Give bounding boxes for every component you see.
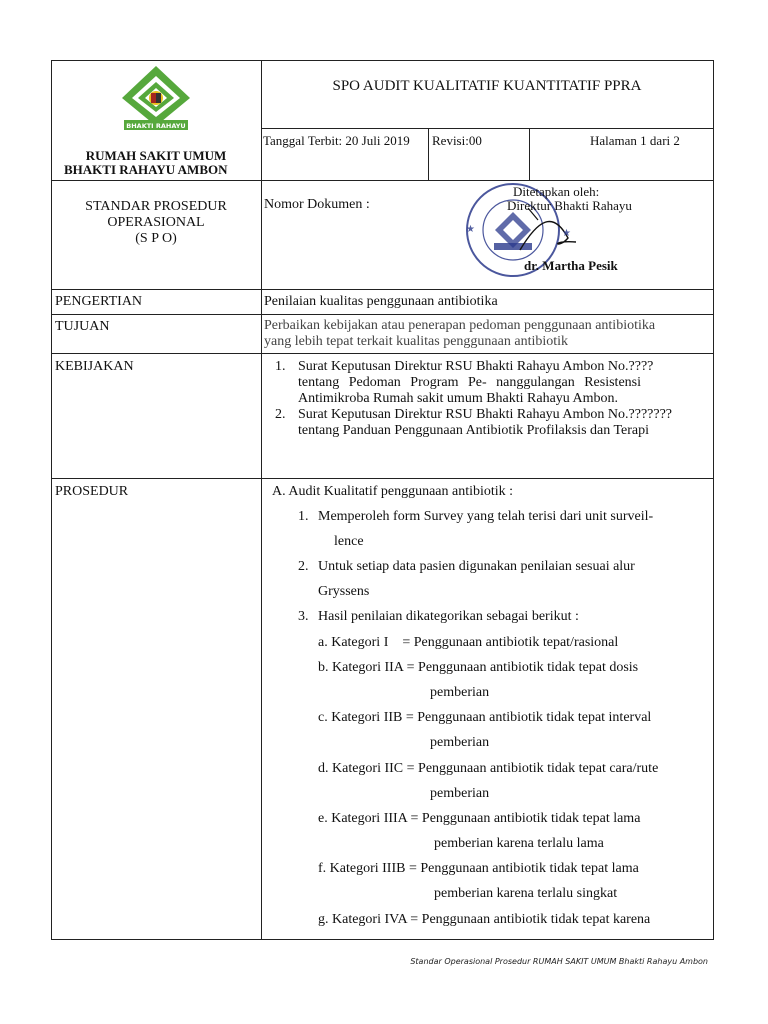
step-number: 1.: [298, 509, 309, 524]
document-title: SPO AUDIT KUALITATIF KUANTITATIF PPRA: [332, 78, 642, 94]
kebijakan-item-line: tentang Pedoman Program Pe- nanggulangan Resistensi: [298, 375, 641, 390]
table-line-pengertian: [51, 314, 714, 315]
hospital-name-line2: BHAKTI RAHAYU AMBON: [64, 162, 228, 177]
pengertian-label: PENGERTIAN: [55, 294, 143, 309]
category-item: g. Kategori IVA = Penggunaan antibiotik tidak tepat karena: [318, 912, 651, 927]
step-text-cont: Gryssens: [318, 584, 370, 599]
nomor-dokumen: Nomor Dokumen :: [264, 197, 370, 212]
category-item: b. Kategori IIA = Penggunaan antibiotik tidak tepat dosis: [318, 660, 639, 675]
prosedur-section-a: A. Audit Kualitatif penggunaan antibiotik :: [272, 484, 514, 499]
pengertian-text: Penilaian kualitas penggunaan antibiotika: [264, 294, 498, 309]
category-item: d. Kategori IIC = Penggunaan antibiotik tidak tepat cara/rute: [318, 761, 659, 776]
prosedur-label: PROSEDUR: [55, 484, 129, 499]
tujuan-label: TUJUAN: [55, 319, 110, 334]
table-border-left: [51, 60, 52, 940]
svg-text:★: ★: [466, 224, 475, 235]
table-line-tujuan: [51, 353, 714, 354]
tujuan-text-line1: Perbaikan kebijakan atau penerapan pedoman penggunaan antibiotika: [264, 318, 656, 333]
table-divider-halaman: [529, 128, 530, 180]
step-text-cont: lence: [334, 534, 364, 549]
kebijakan-item-line: Surat Keputusan Direktur RSU Bhakti Rahayu Ambon No.???????: [298, 407, 673, 422]
table-border-bottom: [51, 939, 714, 940]
table-line-kebijakan: [51, 478, 714, 479]
kebijakan-item-line: Surat Keputusan Direktur RSU Bhakti Rahayu Ambon No.????: [298, 359, 654, 374]
table-divider-revisi: [428, 128, 429, 180]
halaman: Halaman 1 dari 2: [590, 133, 680, 148]
kebijakan-item-line: Antimikroba Rumah sakit umum Bhakti Rahayu Ambon.: [298, 391, 619, 406]
spo-line1: STANDAR PROSEDUR: [85, 199, 227, 214]
kebijakan-item-num: 1.: [275, 359, 286, 374]
logo-text: BHAKTI RAHAYU: [126, 122, 186, 130]
page-footer: Standar Operasional Prosedur RUMAH SAKIT UMUM Bhakti Rahayu Ambon: [410, 957, 708, 966]
spo-line2: OPERASIONAL: [107, 215, 205, 230]
table-divider-main: [261, 60, 262, 940]
step-text: Memperoleh form Survey yang telah terisi dari unit surveil-: [318, 509, 654, 524]
category-item-cont: pemberian karena terlalu lama: [434, 836, 604, 851]
signer-name: dr. Martha Pesik: [524, 258, 618, 273]
category-item-cont: pemberian: [430, 735, 490, 750]
tanggal-terbit: Tanggal Terbit: 20 Juli 2019: [263, 133, 410, 148]
kebijakan-item-num: 2.: [275, 407, 286, 422]
category-item-cont: pemberian: [430, 685, 490, 700]
kebijakan-label: KEBIJAKAN: [55, 359, 134, 374]
category-item-cont: pemberian: [430, 786, 490, 801]
step-text: Hasil penilaian dikategorikan sebagai berikut :: [318, 609, 579, 624]
spo-line3: (S P O): [135, 231, 177, 246]
revisi: Revisi:00: [432, 133, 482, 148]
table-line-header-bottom: [51, 289, 714, 290]
step-number: 2.: [298, 559, 309, 574]
category-item: c. Kategori IIB = Penggunaan antibiotik tidak tepat interval: [318, 710, 652, 725]
ditetapkan-oleh: Ditetapkan oleh:: [513, 184, 600, 199]
step-number: 3.: [298, 609, 309, 624]
table-border-right: [713, 60, 714, 940]
hospital-logo-icon: [118, 64, 196, 134]
category-item-cont: pemberian karena terlalu singkat: [434, 886, 618, 901]
svg-text:★: ★: [562, 228, 571, 239]
tujuan-text-line2: yang lebih tepat terkait kualitas penggunaan antibiotik: [264, 334, 569, 349]
hospital-name-line1: RUMAH SAKIT UMUM: [85, 148, 227, 163]
category-item: e. Kategori IIIA = Penggunaan antibiotik tidak tepat lama: [318, 811, 641, 826]
step-text: Untuk setiap data pasien digunakan penilaian sesuai alur: [318, 559, 635, 574]
table-border-top: [51, 60, 714, 61]
table-line-header-left: [51, 180, 261, 181]
ditetapkan-jabatan: Direktur Bhakti Rahayu: [507, 198, 632, 213]
category-item: a. Kategori I = Penggunaan antibiotik tepat/rasional: [318, 635, 619, 650]
table-line-title: [261, 128, 714, 129]
category-item: f. Kategori IIIB = Penggunaan antibiotik tidak tepat lama: [318, 861, 639, 876]
kebijakan-item-line: tentang Panduan Penggunaan Antibiotik Profilaksis dan Terapi: [298, 423, 650, 438]
